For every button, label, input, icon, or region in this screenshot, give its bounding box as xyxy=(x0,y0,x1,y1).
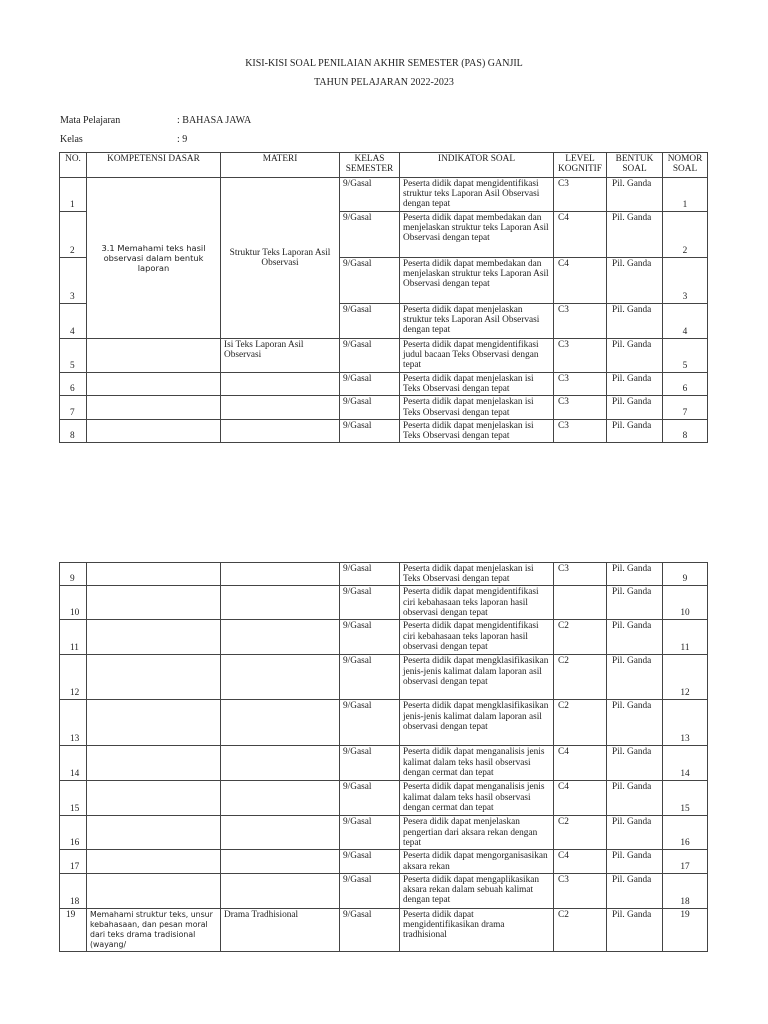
nomor-cell: 15 xyxy=(663,781,708,816)
kd-cell xyxy=(87,339,221,373)
indikator-cell: Peserta didik dapat menjelaskan isi Teks Observasi dengan tepat xyxy=(400,563,554,586)
indikator-cell: Peserta didik dapat mengidentifikasikan drama tradhisional xyxy=(400,908,554,951)
col-nomor: NOMOR SOAL xyxy=(663,153,708,178)
bentuk-cell: Pil. Ganda xyxy=(607,746,663,781)
level-cell: C3 xyxy=(554,373,607,396)
kelas-cell: 9/Gasal xyxy=(340,419,400,442)
kd-cell xyxy=(87,586,221,620)
indikator-cell: Peserta didik dapat mengidentifikasi struktur teks Laporan Asil Observasi dengan tepat xyxy=(400,178,554,212)
kd-cell xyxy=(87,746,221,781)
table-row xyxy=(60,419,708,442)
kelas-cell: 9/Gasal xyxy=(340,396,400,419)
bentuk-cell: Pil. Ganda xyxy=(607,178,663,212)
nomor-cell: 1 xyxy=(663,178,708,212)
nomor-cell: 17 xyxy=(663,850,708,873)
table-row xyxy=(60,746,708,781)
kelas-cell: 9/Gasal xyxy=(340,304,400,339)
materi-cell xyxy=(221,781,340,816)
row-no: 19 xyxy=(60,908,87,951)
bentuk-cell: Pil. Ganda xyxy=(607,396,663,419)
row-no: 4 xyxy=(60,304,87,339)
row-no: 7 xyxy=(60,396,87,419)
row-no: 8 xyxy=(60,419,87,442)
kelas-cell: 9/Gasal xyxy=(340,258,400,304)
level-cell: C3 xyxy=(554,178,607,212)
mapel-value: : BAHASA JAWA xyxy=(177,115,252,126)
materi-cell xyxy=(221,816,340,850)
indikator-cell: Peserta didik dapat menganalisis jenis kalimat dalam teks hasil observasi dengan cermat dan tepat xyxy=(400,781,554,816)
kd-cell xyxy=(87,655,221,700)
kelas-cell: 9/Gasal xyxy=(340,908,400,951)
materi-cell xyxy=(221,746,340,781)
table-row xyxy=(60,908,708,951)
kisi-table-2 xyxy=(59,562,708,952)
row-no: 1 xyxy=(60,178,87,212)
indikator-cell: Peserta didik dapat menjelaskan struktur teks Laporan Asil Observasi dengan tepat xyxy=(400,304,554,339)
kelas-cell: 9/Gasal xyxy=(340,373,400,396)
table-row xyxy=(60,700,708,746)
nomor-cell: 13 xyxy=(663,700,708,746)
kd-cell xyxy=(87,816,221,850)
materi-cell: Drama Tradhisional xyxy=(221,908,340,951)
bentuk-cell: Pil. Ganda xyxy=(607,655,663,700)
kd-cell xyxy=(87,873,221,908)
bentuk-cell: Pil. Ganda xyxy=(607,419,663,442)
indikator-cell: Peserta didik dapat mengorganisasikan aksara rekan xyxy=(400,850,554,873)
kelas-cell: 9/Gasal xyxy=(340,781,400,816)
table-row xyxy=(60,563,708,586)
table-header-row xyxy=(60,153,708,178)
mapel-label: Mata Pelajaran xyxy=(60,115,121,126)
level-cell: C3 xyxy=(554,419,607,442)
materi-cell xyxy=(221,655,340,700)
level-cell: C4 xyxy=(554,781,607,816)
row-no: 17 xyxy=(60,850,87,873)
bentuk-cell: Pil. Ganda xyxy=(607,908,663,951)
nomor-cell: 14 xyxy=(663,746,708,781)
materi-cell: Isi Teks Laporan Asil Observasi xyxy=(221,339,340,373)
col-materi: MATERI xyxy=(221,153,340,178)
bentuk-cell: Pil. Ganda xyxy=(607,373,663,396)
kelas-cell: 9/Gasal xyxy=(340,850,400,873)
kelas-cell: 9/Gasal xyxy=(340,563,400,586)
level-cell: C3 xyxy=(554,339,607,373)
kd-cell xyxy=(87,396,221,419)
row-no: 18 xyxy=(60,873,87,908)
table-row xyxy=(60,586,708,620)
row-no: 12 xyxy=(60,655,87,700)
nomor-cell: 3 xyxy=(663,258,708,304)
kd-cell: 3.1 Memahami teks hasil observasi dalam bentuk laporan xyxy=(87,178,221,339)
col-kelas: KELAS SEMESTER xyxy=(340,153,400,178)
materi-cell: Struktur Teks Laporan Asil Observasi xyxy=(221,178,340,339)
kelas-cell: 9/Gasal xyxy=(340,873,400,908)
kd-cell xyxy=(87,850,221,873)
nomor-cell: 5 xyxy=(663,339,708,373)
col-kd: KOMPETENSI DASAR xyxy=(87,153,221,178)
table-row xyxy=(60,339,708,373)
materi-cell xyxy=(221,700,340,746)
col-bentuk: BENTUK SOAL xyxy=(607,153,663,178)
nomor-cell: 8 xyxy=(663,419,708,442)
nomor-cell: 6 xyxy=(663,373,708,396)
kd-cell xyxy=(87,781,221,816)
indikator-cell: Peserta didik dapat mengklasifikasikan jenis-jenis kalimat dalam laporan asil observasi dengan tepat xyxy=(400,700,554,746)
bentuk-cell: Pil. Ganda xyxy=(607,700,663,746)
indikator-cell: Peserta didik dapat menganalisis jenis kalimat dalam teks hasil observasi dengan cermat dan tepat xyxy=(400,746,554,781)
materi-cell xyxy=(221,586,340,620)
nomor-cell: 19 xyxy=(663,908,708,951)
bentuk-cell: Pil. Ganda xyxy=(607,304,663,339)
materi-cell xyxy=(221,620,340,655)
kd-cell xyxy=(87,373,221,396)
kd-cell: Memahami struktur teks, unsur kebahasaan, dan pesan moral dari teks drama tradisional (wayang/ xyxy=(87,908,221,951)
bentuk-cell: Pil. Ganda xyxy=(607,339,663,373)
row-no: 5 xyxy=(60,339,87,373)
kelas-cell: 9/Gasal xyxy=(340,816,400,850)
row-no: 15 xyxy=(60,781,87,816)
table-row xyxy=(60,178,708,212)
kd-cell xyxy=(87,419,221,442)
level-cell: C4 xyxy=(554,746,607,781)
materi-cell xyxy=(221,850,340,873)
kelas-cell: 9/Gasal xyxy=(340,212,400,258)
bentuk-cell: Pil. Ganda xyxy=(607,620,663,655)
table-row xyxy=(60,816,708,850)
kelas-cell: 9/Gasal xyxy=(340,620,400,655)
row-no: 2 xyxy=(60,212,87,258)
bentuk-cell: Pil. Ganda xyxy=(607,781,663,816)
materi-cell xyxy=(221,419,340,442)
row-no: 14 xyxy=(60,746,87,781)
bentuk-cell: Pil. Ganda xyxy=(607,212,663,258)
kd-cell xyxy=(87,563,221,586)
level-cell: C2 xyxy=(554,700,607,746)
indikator-cell: Peserta didik dapat mengaplikasikan aksara rekan dalam sebuah kalimat dengan tepat xyxy=(400,873,554,908)
nomor-cell: 16 xyxy=(663,816,708,850)
bentuk-cell: Pil. Ganda xyxy=(607,873,663,908)
level-cell: C3 xyxy=(554,563,607,586)
level-cell: C4 xyxy=(554,258,607,304)
bentuk-cell: Pil. Ganda xyxy=(607,258,663,304)
kelas-cell: 9/Gasal xyxy=(340,586,400,620)
level-cell: C4 xyxy=(554,850,607,873)
level-cell xyxy=(554,586,607,620)
materi-cell xyxy=(221,396,340,419)
level-cell: C3 xyxy=(554,873,607,908)
kelas-cell: 9/Gasal xyxy=(340,178,400,212)
nomor-cell: 9 xyxy=(663,563,708,586)
indikator-cell: Pesera didik dapat menjelaskan pengertian dari aksara rekan dengan tepat xyxy=(400,816,554,850)
nomor-cell: 7 xyxy=(663,396,708,419)
bentuk-cell: Pil. Ganda xyxy=(607,816,663,850)
bentuk-cell: Pil. Ganda xyxy=(607,850,663,873)
kisi-table-1 xyxy=(59,152,708,443)
level-cell: C2 xyxy=(554,655,607,700)
bentuk-cell: Pil. Ganda xyxy=(607,586,663,620)
row-no: 9 xyxy=(60,563,87,586)
materi-cell xyxy=(221,373,340,396)
nomor-cell: 4 xyxy=(663,304,708,339)
table-row xyxy=(60,620,708,655)
row-no: 11 xyxy=(60,620,87,655)
indikator-cell: Peserta didik dapat membedakan dan menjelaskan struktur teks Laporan Asil Observasi dengan tepat xyxy=(400,212,554,258)
table-row xyxy=(60,655,708,700)
row-no: 10 xyxy=(60,586,87,620)
kelas-cell: 9/Gasal xyxy=(340,746,400,781)
indikator-cell: Peserta didik dapat mengidentifikasi judul bacaan Teks Observasi dengan tepat xyxy=(400,339,554,373)
nomor-cell: 10 xyxy=(663,586,708,620)
table-row xyxy=(60,373,708,396)
kelas-label: Kelas xyxy=(60,134,83,145)
table-row xyxy=(60,873,708,908)
indikator-cell: Peserta didik dapat menjelaskan isi Teks Observasi dengan tepat xyxy=(400,396,554,419)
row-no: 16 xyxy=(60,816,87,850)
indikator-cell: Peserta didik dapat mengidentifikasi ciri kebahasaan teks laporan hasil observasi dengan tepat xyxy=(400,586,554,620)
level-cell: C3 xyxy=(554,304,607,339)
bentuk-cell: Pil. Ganda xyxy=(607,563,663,586)
materi-cell xyxy=(221,563,340,586)
indikator-cell: Peserta didik dapat membedakan dan menjelaskan struktur teks Laporan Asil Observasi dengan tepat xyxy=(400,258,554,304)
kd-cell xyxy=(87,620,221,655)
kelas-value: : 9 xyxy=(177,134,188,145)
table-row xyxy=(60,781,708,816)
kelas-cell: 9/Gasal xyxy=(340,655,400,700)
kelas-cell: 9/Gasal xyxy=(340,339,400,373)
indikator-cell: Peserta didik dapat menjelaskan isi Teks Observasi dengan tepat xyxy=(400,419,554,442)
row-no: 6 xyxy=(60,373,87,396)
nomor-cell: 2 xyxy=(663,212,708,258)
col-indikator: INDIKATOR SOAL xyxy=(400,153,554,178)
materi-cell xyxy=(221,873,340,908)
table-row xyxy=(60,850,708,873)
col-level: LEVEL KOGNITIF xyxy=(554,153,607,178)
document-subtitle: TAHUN PELAJARAN 2022-2023 xyxy=(314,77,454,88)
row-no: 3 xyxy=(60,258,87,304)
level-cell: C4 xyxy=(554,212,607,258)
nomor-cell: 18 xyxy=(663,873,708,908)
nomor-cell: 11 xyxy=(663,620,708,655)
kd-cell xyxy=(87,700,221,746)
level-cell: C2 xyxy=(554,908,607,951)
row-no: 13 xyxy=(60,700,87,746)
indikator-cell: Peserta didik dapat menjelaskan isi Teks Observasi dengan tepat xyxy=(400,373,554,396)
kelas-cell: 9/Gasal xyxy=(340,700,400,746)
level-cell: C3 xyxy=(554,396,607,419)
table-row xyxy=(60,396,708,419)
indikator-cell: Peserta didik dapat mengklasifikasikan jenis-jenis kalimat dalam laporan asil observasi dengan tepat xyxy=(400,655,554,700)
nomor-cell: 12 xyxy=(663,655,708,700)
indikator-cell: Peserta didik dapat mengidentifikasi ciri kebahasaan teks laporan hasil observasi dengan tepat xyxy=(400,620,554,655)
level-cell: C2 xyxy=(554,620,607,655)
level-cell: C2 xyxy=(554,816,607,850)
document-title: KISI-KISI SOAL PENILAIAN AKHIR SEMESTER (PAS) GANJIL xyxy=(245,58,523,69)
col-no: NO. xyxy=(60,153,87,178)
